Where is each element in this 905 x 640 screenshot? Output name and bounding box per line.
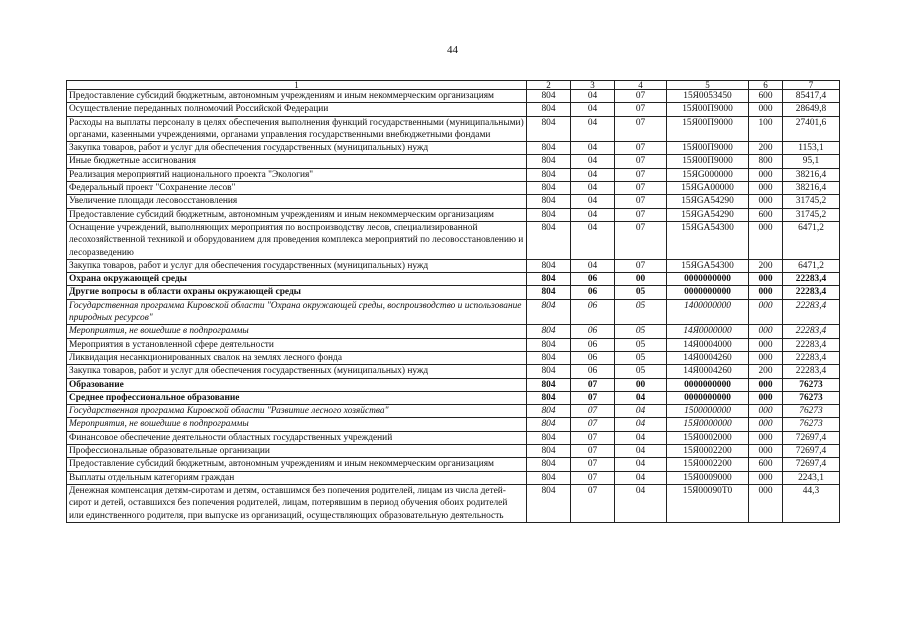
section-code-cell: 07 [571,471,615,484]
amount-cell: 22283,4 [783,286,840,299]
target-item-cell: 15Я0009000 [667,471,749,484]
ministry-code-cell: 804 [527,484,571,522]
amount-cell: 95,1 [783,155,840,168]
subsection-code-cell: 07 [615,142,667,155]
subsection-code-cell: 07 [615,116,667,142]
ministry-code-cell: 804 [527,208,571,221]
table-row [67,195,840,208]
expense-type-cell: 000 [749,103,783,116]
section-code-cell: 07 [571,405,615,418]
section-code-cell: 04 [571,208,615,221]
amount-cell: 38216,4 [783,182,840,195]
amount-cell: 22283,4 [783,325,840,338]
expense-type-cell: 000 [749,351,783,364]
target-item-cell: 15ЯGA54290 [667,195,749,208]
target-item-cell: 0000000000 [667,391,749,404]
expense-type-cell: 000 [749,405,783,418]
subsection-code-cell: 04 [615,484,667,522]
row-name-cell: Иные бюджетные ассигнования [67,155,527,168]
ministry-code-cell: 804 [527,273,571,286]
table-row [67,273,840,286]
amount-cell: 76273 [783,405,840,418]
target-item-cell: 0000000000 [667,273,749,286]
subsection-code-cell: 07 [615,168,667,181]
row-name-cell: Среднее профессиональное образование [67,391,527,404]
target-item-cell: 15Я0000000 [667,418,749,431]
target-item-cell: 14Я0004000 [667,338,749,351]
subsection-code-cell: 05 [615,299,667,325]
row-name-cell: Государственная программа Кировской области "Охрана окружающей среды, воспроизводство и использование природных ресурсов" [67,299,527,325]
table-row [67,116,840,142]
target-item-cell: 15ЯGA54300 [667,221,749,259]
expense-type-cell: 000 [749,195,783,208]
subsection-code-cell: 05 [615,325,667,338]
row-name-cell: Закупка товаров, работ и услуг для обеспечения государственных (муниципальных) нужд [67,142,527,155]
ministry-code-cell: 804 [527,286,571,299]
row-name-cell: Мероприятия в установленной сфере деятельности [67,338,527,351]
section-code-cell: 07 [571,484,615,522]
expense-type-cell: 000 [749,471,783,484]
table-row [67,182,840,195]
ministry-code-cell: 804 [527,259,571,272]
subsection-code-cell: 05 [615,351,667,364]
section-code-cell: 07 [571,391,615,404]
table-row [67,391,840,404]
table-row [67,208,840,221]
table-row [67,484,840,522]
section-code-cell: 07 [571,458,615,471]
table-row [67,458,840,471]
section-code-cell: 04 [571,142,615,155]
expense-type-cell: 800 [749,155,783,168]
row-name-cell: Мероприятия, не вошедшие в подпрограммы [67,418,527,431]
amount-cell: 38216,4 [783,168,840,181]
ministry-code-cell: 804 [527,338,571,351]
section-code-cell: 07 [571,418,615,431]
subsection-code-cell: 04 [615,445,667,458]
ministry-code-cell: 804 [527,182,571,195]
ministry-code-cell: 804 [527,378,571,391]
ministry-code-cell: 804 [527,458,571,471]
table-row [67,168,840,181]
target-item-cell: 14Я0004260 [667,351,749,364]
amount-cell: 28649,8 [783,103,840,116]
expense-type-cell: 000 [749,299,783,325]
row-name-cell: Расходы на выплаты персоналу в целях обеспечения выполнения функций государственными (муниципальными) органами, казенными учреждениями, органами управления государственными внебюджетными фондами [67,116,527,142]
expense-type-cell: 000 [749,445,783,458]
page-number: 44 [447,44,458,56]
ministry-code-cell: 804 [527,391,571,404]
table-row [67,155,840,168]
row-name-cell: Закупка товаров, работ и услуг для обеспечения государственных (муниципальных) нужд [67,365,527,378]
subsection-code-cell: 04 [615,405,667,418]
ministry-code-cell: 804 [527,155,571,168]
ministry-code-cell: 804 [527,471,571,484]
section-code-cell: 07 [571,431,615,444]
section-code-cell: 04 [571,155,615,168]
row-name-cell: Денежная компенсация детям-сиротам и детям, оставшимся без попечения родителей, лицам из числа детей-сирот и детей, оставшихся без попечения родителей, лицам, потерявшим в период обучения обоих родителей или единственного родителя, при выпуске из организаций, осуществляющих образовательную деятельность [67,484,527,522]
amount-cell: 76273 [783,378,840,391]
expense-type-cell: 000 [749,273,783,286]
section-code-cell: 04 [571,116,615,142]
subsection-code-cell: 04 [615,431,667,444]
amount-cell: 76273 [783,418,840,431]
header-cell: 4 [615,81,667,90]
target-item-cell: 1500000000 [667,405,749,418]
expense-type-cell: 000 [749,431,783,444]
amount-cell: 6471,2 [783,221,840,259]
ministry-code-cell: 804 [527,418,571,431]
amount-cell: 85417,4 [783,90,840,103]
target-item-cell: 0000000000 [667,286,749,299]
subsection-code-cell: 00 [615,273,667,286]
amount-cell: 2243,1 [783,471,840,484]
expense-type-cell: 100 [749,116,783,142]
expense-type-cell: 000 [749,391,783,404]
section-code-cell: 04 [571,103,615,116]
ministry-code-cell: 804 [527,431,571,444]
section-code-cell: 06 [571,286,615,299]
header-cell: 3 [571,81,615,90]
table-row [67,405,840,418]
subsection-code-cell: 04 [615,418,667,431]
target-item-cell: 15ЯGA54290 [667,208,749,221]
amount-cell: 31745,2 [783,195,840,208]
row-name-cell: Закупка товаров, работ и услуг для обеспечения государственных (муниципальных) нужд [67,259,527,272]
table-header-row [67,81,840,90]
target-item-cell: 15Я0002000 [667,431,749,444]
target-item-cell: 14Я0004260 [667,365,749,378]
subsection-code-cell: 04 [615,471,667,484]
expense-type-cell: 000 [749,286,783,299]
section-code-cell: 04 [571,182,615,195]
row-name-cell: Реализация мероприятий национального проекта "Экология" [67,168,527,181]
table-row [67,286,840,299]
ministry-code-cell: 804 [527,168,571,181]
row-name-cell: Мероприятия, не вошедшие в подпрограммы [67,325,527,338]
target-item-cell: 15Я00П9000 [667,155,749,168]
row-name-cell: Образование [67,378,527,391]
expense-type-cell: 000 [749,484,783,522]
header-cell: 1 [67,81,527,90]
table-row [67,103,840,116]
section-code-cell: 04 [571,168,615,181]
section-code-cell: 04 [571,90,615,103]
expense-type-cell: 200 [749,259,783,272]
target-item-cell: 1400000000 [667,299,749,325]
amount-cell: 22283,4 [783,365,840,378]
amount-cell: 22283,4 [783,351,840,364]
ministry-code-cell: 804 [527,351,571,364]
ministry-code-cell: 804 [527,116,571,142]
expense-type-cell: 000 [749,325,783,338]
header-cell: 6 [749,81,783,90]
target-item-cell: 15Я0053450 [667,90,749,103]
section-code-cell: 06 [571,351,615,364]
target-item-cell: 0000000000 [667,378,749,391]
row-name-cell: Предоставление субсидий бюджетным, автономным учреждениям и иным некоммерческим организациям [67,458,527,471]
ministry-code-cell: 804 [527,221,571,259]
subsection-code-cell: 07 [615,90,667,103]
target-item-cell: 15Я0002200 [667,445,749,458]
table-row [67,259,840,272]
expense-type-cell: 000 [749,378,783,391]
ministry-code-cell: 804 [527,445,571,458]
table-row [67,351,840,364]
ministry-code-cell: 804 [527,299,571,325]
subsection-code-cell: 07 [615,182,667,195]
amount-cell: 44,3 [783,484,840,522]
expense-type-cell: 000 [749,168,783,181]
amount-cell: 27401,6 [783,116,840,142]
amount-cell: 22283,4 [783,273,840,286]
amount-cell: 6471,2 [783,259,840,272]
row-name-cell: Финансовое обеспечение деятельности областных государственных учреждений [67,431,527,444]
target-item-cell: 14Я0000000 [667,325,749,338]
row-name-cell: Охрана окружающей среды [67,273,527,286]
row-name-cell: Федеральный проект "Сохранение лесов" [67,182,527,195]
section-code-cell: 07 [571,445,615,458]
amount-cell: 72697,4 [783,458,840,471]
ministry-code-cell: 804 [527,90,571,103]
subsection-code-cell: 07 [615,259,667,272]
ministry-code-cell: 804 [527,405,571,418]
expense-type-cell: 600 [749,208,783,221]
row-name-cell: Профессиональные образовательные организации [67,445,527,458]
amount-cell: 31745,2 [783,208,840,221]
ministry-code-cell: 804 [527,103,571,116]
row-name-cell: Ликвидация несанкционированных свалок на землях лесного фонда [67,351,527,364]
table-row [67,365,840,378]
table-row [67,445,840,458]
expense-type-cell: 000 [749,338,783,351]
ministry-code-cell: 804 [527,142,571,155]
amount-cell: 76273 [783,391,840,404]
subsection-code-cell: 05 [615,365,667,378]
table-row [67,221,840,259]
subsection-code-cell: 04 [615,458,667,471]
subsection-code-cell: 07 [615,103,667,116]
row-name-cell: Предоставление субсидий бюджетным, автономным учреждениям и иным некоммерческим организациям [67,90,527,103]
row-name-cell: Оснащение учреждений, выполняющих мероприятия по воспроизводству лесов, специализированной лесохозяйственной техникой и оборудованием для проведения комплекса мероприятий по лесовосстановлению и лесоразведению [67,221,527,259]
row-name-cell: Осуществление переданных полномочий Российской Федерации [67,103,527,116]
section-code-cell: 06 [571,273,615,286]
ministry-code-cell: 804 [527,365,571,378]
row-name-cell: Увеличение площади лесовосстановления [67,195,527,208]
header-cell: 2 [527,81,571,90]
header-cell: 5 [667,81,749,90]
header-cell: 7 [783,81,840,90]
table-row [67,338,840,351]
amount-cell: 72697,4 [783,431,840,444]
section-code-cell: 04 [571,259,615,272]
amount-cell: 22283,4 [783,338,840,351]
target-item-cell: 15Я00П9000 [667,103,749,116]
section-code-cell: 07 [571,378,615,391]
expense-type-cell: 000 [749,221,783,259]
expense-type-cell: 200 [749,142,783,155]
subsection-code-cell: 05 [615,286,667,299]
amount-cell: 72697,4 [783,445,840,458]
table-row [67,325,840,338]
amount-cell: 1153,1 [783,142,840,155]
table-row [67,471,840,484]
row-name-cell: Предоставление субсидий бюджетным, автономным учреждениям и иным некоммерческим организациям [67,208,527,221]
ministry-code-cell: 804 [527,195,571,208]
section-code-cell: 06 [571,365,615,378]
subsection-code-cell: 07 [615,221,667,259]
section-code-cell: 06 [571,325,615,338]
row-name-cell: Государственная программа Кировской области "Развитие лесного хозяйства" [67,405,527,418]
section-code-cell: 06 [571,338,615,351]
amount-cell: 22283,4 [783,299,840,325]
target-item-cell: 15ЯGA00000 [667,182,749,195]
target-item-cell: 15Я00П9000 [667,116,749,142]
expense-type-cell: 200 [749,365,783,378]
target-item-cell: 15ЯG000000 [667,168,749,181]
table-row [67,378,840,391]
section-code-cell: 04 [571,221,615,259]
target-item-cell: 15Я0002200 [667,458,749,471]
table-row [67,418,840,431]
expense-type-cell: 600 [749,458,783,471]
subsection-code-cell: 07 [615,195,667,208]
expense-type-cell: 000 [749,182,783,195]
subsection-code-cell: 07 [615,155,667,168]
table-row [67,299,840,325]
subsection-code-cell: 04 [615,391,667,404]
table-row [67,142,840,155]
table-row [67,431,840,444]
section-code-cell: 04 [571,195,615,208]
target-item-cell: 15ЯGA54300 [667,259,749,272]
expense-type-cell: 000 [749,418,783,431]
subsection-code-cell: 00 [615,378,667,391]
row-name-cell: Выплаты отдельным категориям граждан [67,471,527,484]
section-code-cell: 06 [571,299,615,325]
expense-type-cell: 600 [749,90,783,103]
row-name-cell: Другие вопросы в области охраны окружающей среды [67,286,527,299]
target-item-cell: 15Я00090Т0 [667,484,749,522]
ministry-code-cell: 804 [527,325,571,338]
target-item-cell: 15Я00П9000 [667,142,749,155]
budget-table [66,80,840,523]
subsection-code-cell: 07 [615,208,667,221]
table-row [67,90,840,103]
subsection-code-cell: 05 [615,338,667,351]
